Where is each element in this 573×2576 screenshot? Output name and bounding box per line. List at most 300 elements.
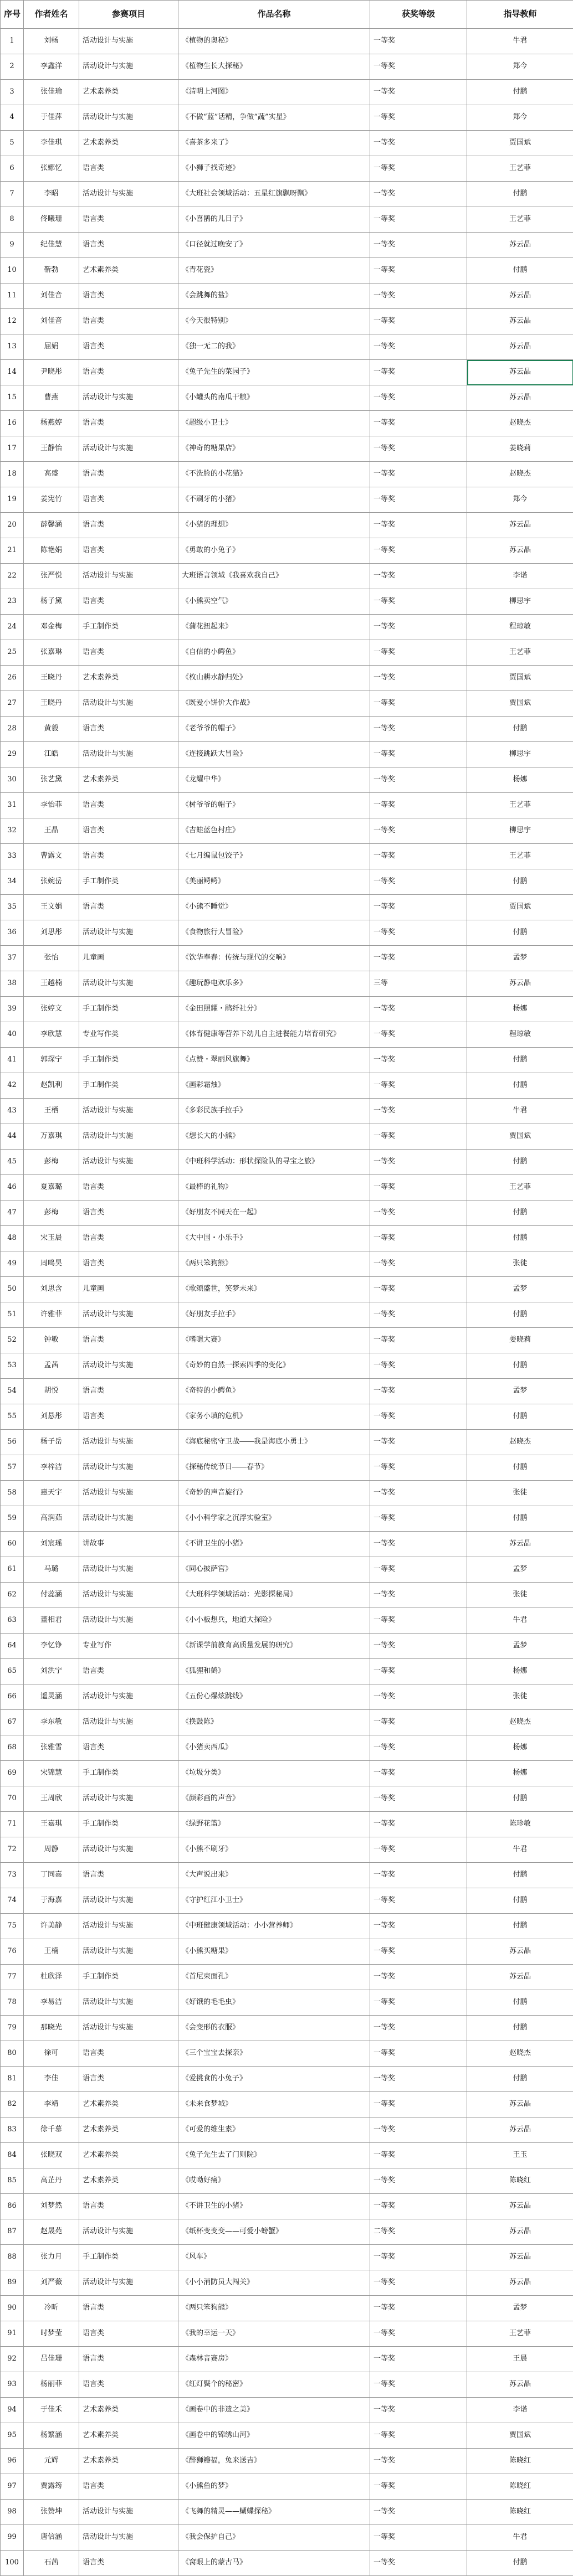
cell-instructor[interactable]: 张徒: [467, 1481, 573, 1506]
cell-award-level[interactable]: 一等奖: [370, 1430, 467, 1455]
cell-work-title[interactable]: 《会跳舞的盐》: [178, 284, 370, 309]
cell-category[interactable]: 手工制作类: [79, 1812, 178, 1837]
cell-work-title[interactable]: 《趣玩静电欢乐多》: [178, 971, 370, 997]
cell-category[interactable]: 语言类: [79, 334, 178, 360]
cell-serial[interactable]: 94: [1, 2398, 24, 2423]
cell-work-title[interactable]: 《小猪卖西瓜》: [178, 1735, 370, 1761]
cell-category[interactable]: 手工制作类: [79, 1761, 178, 1786]
cell-author[interactable]: 许美静: [24, 1914, 79, 1939]
cell-instructor[interactable]: 牛君: [467, 29, 573, 54]
cell-instructor[interactable]: 贾国斌: [467, 2423, 573, 2449]
cell-category[interactable]: 活动设计与实施: [79, 1506, 178, 1532]
cell-author[interactable]: 杨丽菲: [24, 2372, 79, 2398]
cell-author[interactable]: 张严悦: [24, 564, 79, 589]
cell-instructor[interactable]: 姜晓莉: [467, 1328, 573, 1353]
cell-author[interactable]: 时梦莹: [24, 2321, 79, 2347]
cell-instructor[interactable]: 苏云晶: [467, 284, 573, 309]
cell-author[interactable]: 邓金梅: [24, 615, 79, 640]
cell-category[interactable]: 语言类: [79, 2067, 178, 2092]
cell-serial[interactable]: 29: [1, 742, 24, 767]
cell-work-title[interactable]: 《不洗脸的小花猫》: [178, 462, 370, 487]
cell-instructor[interactable]: 苏云晶: [467, 2245, 573, 2270]
cell-serial[interactable]: 37: [1, 946, 24, 971]
cell-author[interactable]: 高盛: [24, 462, 79, 487]
cell-serial[interactable]: 59: [1, 1506, 24, 1532]
cell-category[interactable]: 语言类: [79, 1404, 178, 1430]
cell-instructor[interactable]: 王艺菲: [467, 1175, 573, 1201]
cell-instructor[interactable]: 王玉: [467, 2143, 573, 2168]
cell-instructor[interactable]: 李诺: [467, 2398, 573, 2423]
cell-category[interactable]: 语言类: [79, 640, 178, 666]
cell-work-title[interactable]: 《大班科学领域活动：光影探秘局》: [178, 1583, 370, 1608]
cell-award-level[interactable]: 一等奖: [370, 1150, 467, 1175]
cell-instructor[interactable]: 苏云晶: [467, 2092, 573, 2118]
cell-author[interactable]: 宋锦慧: [24, 1761, 79, 1786]
cell-serial[interactable]: 74: [1, 1888, 24, 1914]
cell-author[interactable]: 高芷丹: [24, 2168, 79, 2194]
cell-award-level[interactable]: 三等: [370, 971, 467, 997]
cell-category[interactable]: 活动设计与实施: [79, 1837, 178, 1863]
cell-instructor[interactable]: 付鹏: [467, 1506, 573, 1532]
cell-category[interactable]: 手工制作类: [79, 997, 178, 1022]
cell-work-title[interactable]: 《大班社会领域活动：五星红旗飘呀飘》: [178, 182, 370, 207]
cell-instructor[interactable]: 孟梦: [467, 1277, 573, 1302]
cell-author[interactable]: 张婷文: [24, 997, 79, 1022]
cell-author[interactable]: 靳勃: [24, 258, 79, 284]
cell-work-title[interactable]: 《不刷牙的小猪》: [178, 487, 370, 513]
cell-serial[interactable]: 56: [1, 1430, 24, 1455]
cell-work-title[interactable]: 《喜茶多来了》: [178, 131, 370, 156]
cell-work-title[interactable]: 《首尼束面孔》: [178, 1965, 370, 1990]
cell-serial[interactable]: 5: [1, 131, 24, 156]
header-author[interactable]: 作者姓名: [24, 1, 79, 29]
cell-work-title[interactable]: 《小熊不睡觉》: [178, 895, 370, 920]
cell-category[interactable]: 艺术素养类: [79, 80, 178, 105]
cell-award-level[interactable]: 一等奖: [370, 2474, 467, 2500]
cell-award-level[interactable]: 一等奖: [370, 615, 467, 640]
cell-serial[interactable]: 2: [1, 54, 24, 80]
cell-award-level[interactable]: 一等奖: [370, 640, 467, 666]
cell-instructor[interactable]: 孟梦: [467, 946, 573, 971]
cell-author[interactable]: 王晓丹: [24, 666, 79, 691]
cell-instructor[interactable]: 王艺菲: [467, 156, 573, 182]
cell-author[interactable]: 尹晓彤: [24, 360, 79, 385]
cell-category[interactable]: 活动设计与实施: [79, 1481, 178, 1506]
cell-instructor[interactable]: 付鹏: [467, 1073, 573, 1099]
cell-award-level[interactable]: 一等奖: [370, 258, 467, 284]
cell-category[interactable]: 语言类: [79, 2551, 178, 2576]
cell-award-level[interactable]: 一等奖: [370, 869, 467, 895]
cell-award-level[interactable]: 一等奖: [370, 1583, 467, 1608]
cell-award-level[interactable]: 一等奖: [370, 436, 467, 462]
cell-serial[interactable]: 54: [1, 1379, 24, 1404]
cell-instructor[interactable]: 牛君: [467, 1099, 573, 1124]
cell-serial[interactable]: 13: [1, 334, 24, 360]
cell-category[interactable]: 活动设计与实施: [79, 1430, 178, 1455]
cell-work-title[interactable]: 《好朋友手拉手》: [178, 1302, 370, 1328]
cell-award-level[interactable]: 一等奖: [370, 1557, 467, 1583]
cell-category[interactable]: 语言类: [79, 1175, 178, 1201]
cell-work-title[interactable]: 《植物生长大探秘》: [178, 54, 370, 80]
cell-instructor[interactable]: 贾国斌: [467, 1124, 573, 1150]
cell-category[interactable]: 语言类: [79, 1251, 178, 1277]
cell-work-title[interactable]: 《两只笨狗熊》: [178, 2296, 370, 2321]
cell-serial[interactable]: 16: [1, 411, 24, 436]
cell-category[interactable]: 语言类: [79, 895, 178, 920]
cell-category[interactable]: 活动设计与实施: [79, 1888, 178, 1914]
cell-author[interactable]: 李鑫洋: [24, 54, 79, 80]
cell-award-level[interactable]: 一等奖: [370, 2551, 467, 2576]
cell-work-title[interactable]: 《神奇的糖果店》: [178, 436, 370, 462]
cell-work-title[interactable]: 《小小消防员大闯关》: [178, 2270, 370, 2296]
cell-instructor[interactable]: 陈珍敏: [467, 1812, 573, 1837]
cell-category[interactable]: 活动设计与实施: [79, 1353, 178, 1379]
cell-serial[interactable]: 12: [1, 309, 24, 334]
cell-author[interactable]: 宋玉晨: [24, 1226, 79, 1251]
cell-instructor[interactable]: 苏云晶: [467, 1939, 573, 1965]
cell-author[interactable]: 王越楠: [24, 971, 79, 997]
cell-author[interactable]: 杨子岳: [24, 1430, 79, 1455]
cell-author[interactable]: 王晓丹: [24, 691, 79, 717]
cell-award-level[interactable]: 一等奖: [370, 1914, 467, 1939]
cell-serial[interactable]: 40: [1, 1022, 24, 1048]
cell-author[interactable]: 李梓洁: [24, 1455, 79, 1481]
cell-serial[interactable]: 26: [1, 666, 24, 691]
cell-serial[interactable]: 18: [1, 462, 24, 487]
cell-category[interactable]: 活动设计与实施: [79, 105, 178, 131]
cell-category[interactable]: 语言类: [79, 233, 178, 258]
cell-award-level[interactable]: 一等奖: [370, 131, 467, 156]
cell-award-level[interactable]: 一等奖: [370, 2500, 467, 2525]
cell-instructor[interactable]: 苏云晶: [467, 2219, 573, 2245]
cell-category[interactable]: 活动设计与实施: [79, 1557, 178, 1583]
cell-award-level[interactable]: 一等奖: [370, 1990, 467, 2016]
cell-award-level[interactable]: 一等奖: [370, 207, 467, 233]
cell-work-title[interactable]: 《森林音赛房》: [178, 2347, 370, 2372]
cell-author[interactable]: 石茜: [24, 2551, 79, 2576]
cell-author[interactable]: 高润茹: [24, 1506, 79, 1532]
cell-instructor[interactable]: 程琼敏: [467, 615, 573, 640]
cell-work-title[interactable]: 《狐狸和鹤》: [178, 1659, 370, 1684]
cell-author[interactable]: 周鸣昊: [24, 1251, 79, 1277]
cell-author[interactable]: 于佳萍: [24, 105, 79, 131]
cell-award-level[interactable]: 一等奖: [370, 538, 467, 564]
cell-category[interactable]: 艺术素养类: [79, 2423, 178, 2449]
cell-category[interactable]: 语言类: [79, 2372, 178, 2398]
cell-instructor[interactable]: 赵晓杰: [467, 1710, 573, 1735]
cell-author[interactable]: 张力月: [24, 2245, 79, 2270]
cell-author[interactable]: 马璐: [24, 1557, 79, 1583]
cell-author[interactable]: 江皓: [24, 742, 79, 767]
cell-serial[interactable]: 89: [1, 2270, 24, 2296]
cell-work-title[interactable]: 《小熊鱼的梦》: [178, 2474, 370, 2500]
cell-serial[interactable]: 62: [1, 1583, 24, 1608]
cell-award-level[interactable]: 一等奖: [370, 920, 467, 946]
cell-category[interactable]: 艺术素养类: [79, 131, 178, 156]
cell-serial[interactable]: 79: [1, 2016, 24, 2041]
cell-category[interactable]: 艺术素养类: [79, 258, 178, 284]
cell-category[interactable]: 手工制作类: [79, 1073, 178, 1099]
cell-work-title[interactable]: 《勇敢的小兔子》: [178, 538, 370, 564]
cell-award-level[interactable]: 一等奖: [370, 946, 467, 971]
cell-instructor[interactable]: 王艺菲: [467, 844, 573, 869]
cell-serial[interactable]: 8: [1, 207, 24, 233]
cell-instructor[interactable]: 杨娜: [467, 767, 573, 793]
cell-instructor[interactable]: 陈晓红: [467, 2474, 573, 2500]
cell-instructor[interactable]: 苏云晶: [467, 334, 573, 360]
cell-instructor[interactable]: 赵晓杰: [467, 462, 573, 487]
cell-work-title[interactable]: 《爱挑食的小兔子》: [178, 2067, 370, 2092]
cell-serial[interactable]: 1: [1, 29, 24, 54]
cell-category[interactable]: 语言类: [79, 411, 178, 436]
cell-work-title[interactable]: 《飞舞的精灵——蝴蝶探秘》: [178, 2500, 370, 2525]
cell-author[interactable]: 杨繁涵: [24, 2423, 79, 2449]
cell-category[interactable]: 语言类: [79, 589, 178, 615]
cell-category[interactable]: 活动设计与实施: [79, 1684, 178, 1710]
cell-category[interactable]: 语言类: [79, 309, 178, 334]
cell-author[interactable]: 王晶: [24, 818, 79, 844]
cell-award-level[interactable]: 一等奖: [370, 1379, 467, 1404]
cell-work-title[interactable]: 《连接跳跃大冒险》: [178, 742, 370, 767]
cell-author[interactable]: 刘严薇: [24, 2270, 79, 2296]
cell-work-title[interactable]: 《独一无二的我》: [178, 334, 370, 360]
cell-serial[interactable]: 88: [1, 2245, 24, 2270]
cell-work-title[interactable]: 《画卷中的非遗之美》: [178, 2398, 370, 2423]
cell-serial[interactable]: 83: [1, 2118, 24, 2143]
cell-instructor[interactable]: 杨娜: [467, 1659, 573, 1684]
cell-award-level[interactable]: 一等奖: [370, 895, 467, 920]
cell-work-title[interactable]: 《奇特的小鳄鱼》: [178, 1379, 370, 1404]
cell-category[interactable]: 语言类: [79, 1379, 178, 1404]
cell-serial[interactable]: 67: [1, 1710, 24, 1735]
cell-author[interactable]: 许雅菲: [24, 1302, 79, 1328]
cell-award-level[interactable]: 一等奖: [370, 1837, 467, 1863]
cell-work-title[interactable]: 《会变形的衣服》: [178, 2016, 370, 2041]
cell-author[interactable]: 曹燕: [24, 385, 79, 411]
cell-award-level[interactable]: 一等奖: [370, 2321, 467, 2347]
cell-work-title[interactable]: 《大中国・小乐手》: [178, 1226, 370, 1251]
cell-award-level[interactable]: 一等奖: [370, 2398, 467, 2423]
cell-work-title[interactable]: 《我的幸运一天》: [178, 2321, 370, 2347]
cell-instructor[interactable]: 郑今: [467, 54, 573, 80]
cell-work-title[interactable]: 《可爱的维生素》: [178, 2118, 370, 2143]
cell-instructor[interactable]: 王艺菲: [467, 793, 573, 818]
cell-work-title[interactable]: 《小猪的理想》: [178, 513, 370, 538]
cell-serial[interactable]: 91: [1, 2321, 24, 2347]
cell-work-title[interactable]: 《青花瓷》: [178, 258, 370, 284]
cell-author[interactable]: 李昭: [24, 182, 79, 207]
cell-serial[interactable]: 32: [1, 818, 24, 844]
cell-work-title[interactable]: 《窝眼上的蒙古马》: [178, 2551, 370, 2576]
cell-category[interactable]: 活动设计与实施: [79, 29, 178, 54]
cell-serial[interactable]: 78: [1, 1990, 24, 2016]
cell-work-title[interactable]: 《想长大的小熊》: [178, 1124, 370, 1150]
cell-work-title[interactable]: 《小小科学家之沉浮实验室》: [178, 1506, 370, 1532]
cell-author[interactable]: 惠天宇: [24, 1481, 79, 1506]
cell-award-level[interactable]: 一等奖: [370, 1735, 467, 1761]
cell-author[interactable]: 王周欣: [24, 1786, 79, 1812]
cell-author[interactable]: 钟敏: [24, 1328, 79, 1353]
cell-category[interactable]: 活动设计与实施: [79, 564, 178, 589]
cell-author[interactable]: 杨子黛: [24, 589, 79, 615]
cell-serial[interactable]: 6: [1, 156, 24, 182]
header-award-level[interactable]: 获奖等级: [370, 1, 467, 29]
cell-work-title[interactable]: 《小喜鹊的儿日子》: [178, 207, 370, 233]
cell-work-title[interactable]: 《画卷中的锦绣山河》: [178, 2423, 370, 2449]
cell-author[interactable]: 刘畅: [24, 29, 79, 54]
cell-category[interactable]: 活动设计与实施: [79, 2525, 178, 2551]
cell-serial[interactable]: 52: [1, 1328, 24, 1353]
cell-author[interactable]: 刘佳音: [24, 284, 79, 309]
cell-work-title[interactable]: 《垃圾分类》: [178, 1761, 370, 1786]
cell-serial[interactable]: 55: [1, 1404, 24, 1430]
cell-instructor[interactable]: 牛君: [467, 1608, 573, 1634]
cell-category[interactable]: 活动设计与实施: [79, 1150, 178, 1175]
cell-award-level[interactable]: 一等奖: [370, 717, 467, 742]
cell-serial[interactable]: 100: [1, 2551, 24, 2576]
cell-author[interactable]: 赵晟苑: [24, 2219, 79, 2245]
cell-author[interactable]: 彭梅: [24, 1150, 79, 1175]
cell-award-level[interactable]: 一等奖: [370, 844, 467, 869]
cell-category[interactable]: 艺术素养类: [79, 2092, 178, 2118]
cell-serial[interactable]: 44: [1, 1124, 24, 1150]
cell-serial[interactable]: 85: [1, 2168, 24, 2194]
cell-serial[interactable]: 9: [1, 233, 24, 258]
cell-award-level[interactable]: 一等奖: [370, 1506, 467, 1532]
cell-author[interactable]: 徐千慕: [24, 2118, 79, 2143]
cell-instructor[interactable]: 付鹏: [467, 2067, 573, 2092]
cell-serial[interactable]: 48: [1, 1226, 24, 1251]
cell-work-title[interactable]: 《兔子先生去了门则院》: [178, 2143, 370, 2168]
cell-serial[interactable]: 31: [1, 793, 24, 818]
cell-serial[interactable]: 81: [1, 2067, 24, 2092]
cell-author[interactable]: 纪佳慧: [24, 233, 79, 258]
cell-award-level[interactable]: 一等奖: [370, 105, 467, 131]
cell-category[interactable]: 语言类: [79, 2321, 178, 2347]
cell-award-level[interactable]: 一等奖: [370, 2525, 467, 2551]
cell-instructor[interactable]: 牛君: [467, 1837, 573, 1863]
cell-serial[interactable]: 46: [1, 1175, 24, 1201]
cell-category[interactable]: 手工制作类: [79, 1965, 178, 1990]
cell-category[interactable]: 讲故事: [79, 1532, 178, 1557]
cell-serial[interactable]: 14: [1, 360, 24, 385]
cell-award-level[interactable]: 一等奖: [370, 767, 467, 793]
cell-work-title[interactable]: 《好饿的毛毛虫》: [178, 1990, 370, 2016]
cell-work-title[interactable]: 《我会保护自己》: [178, 2525, 370, 2551]
cell-category[interactable]: 语言类: [79, 360, 178, 385]
cell-award-level[interactable]: 一等奖: [370, 2245, 467, 2270]
cell-instructor[interactable]: 贾国斌: [467, 131, 573, 156]
cell-award-level[interactable]: 二等奖: [370, 2219, 467, 2245]
cell-serial[interactable]: 10: [1, 258, 24, 284]
header-instructor[interactable]: 指导教师: [467, 1, 573, 29]
cell-work-title[interactable]: 《小狮子找奇迹》: [178, 156, 370, 182]
cell-award-level[interactable]: 一等奖: [370, 2016, 467, 2041]
cell-serial[interactable]: 82: [1, 2092, 24, 2118]
cell-author[interactable]: 刘洪宁: [24, 1659, 79, 1684]
cell-instructor[interactable]: 陈晓红: [467, 2449, 573, 2474]
cell-work-title[interactable]: 《金田照耀・鹃纤社分》: [178, 997, 370, 1022]
cell-serial[interactable]: 97: [1, 2474, 24, 2500]
cell-author[interactable]: 元辉: [24, 2449, 79, 2474]
cell-author[interactable]: 彭梅: [24, 1201, 79, 1226]
cell-work-title[interactable]: 《好朋友不同天在一起》: [178, 1201, 370, 1226]
cell-work-title[interactable]: 《奇妙的自然一探索四季的变化》: [178, 1353, 370, 1379]
cell-category[interactable]: 语言类: [79, 207, 178, 233]
cell-instructor[interactable]: 郑今: [467, 105, 573, 131]
cell-serial[interactable]: 96: [1, 2449, 24, 2474]
cell-instructor[interactable]: 杨娜: [467, 997, 573, 1022]
cell-award-level[interactable]: 一等奖: [370, 1404, 467, 1430]
cell-work-title[interactable]: 《五份心爆炫跳线》: [178, 1684, 370, 1710]
cell-serial[interactable]: 25: [1, 640, 24, 666]
cell-category[interactable]: 语言类: [79, 793, 178, 818]
cell-serial[interactable]: 99: [1, 2525, 24, 2551]
cell-serial[interactable]: 49: [1, 1251, 24, 1277]
cell-award-level[interactable]: 一等奖: [370, 385, 467, 411]
cell-work-title[interactable]: 《嗜嗯大赛》: [178, 1328, 370, 1353]
cell-category[interactable]: 手工制作类: [79, 869, 178, 895]
cell-instructor[interactable]: 付鹏: [467, 1455, 573, 1481]
cell-award-level[interactable]: 一等奖: [370, 462, 467, 487]
cell-category[interactable]: 语言类: [79, 844, 178, 869]
cell-work-title[interactable]: 《换鼓陈》: [178, 1710, 370, 1735]
cell-work-title[interactable]: 《哎呦好痛》: [178, 2168, 370, 2194]
cell-work-title[interactable]: 《树爷爷的帽子》: [178, 793, 370, 818]
cell-author[interactable]: 夏嘉璐: [24, 1175, 79, 1201]
cell-author[interactable]: 丁同嘉: [24, 1863, 79, 1888]
cell-category[interactable]: 活动设计与实施: [79, 385, 178, 411]
cell-category[interactable]: 语言类: [79, 1735, 178, 1761]
cell-instructor[interactable]: 付鹏: [467, 258, 573, 284]
cell-work-title[interactable]: 《歌颂盛世，笑梦未来》: [178, 1277, 370, 1302]
cell-work-title[interactable]: 《体育健康等营养下幼儿自主进餐能力培育研究》: [178, 1022, 370, 1048]
cell-award-level[interactable]: 一等奖: [370, 233, 467, 258]
cell-category[interactable]: 儿童画: [79, 946, 178, 971]
cell-instructor[interactable]: 付鹏: [467, 1863, 573, 1888]
cell-author[interactable]: 刘宸瑶: [24, 1532, 79, 1557]
cell-award-level[interactable]: 一等奖: [370, 487, 467, 513]
cell-author[interactable]: 佟曦珊: [24, 207, 79, 233]
cell-instructor[interactable]: 王艺菲: [467, 640, 573, 666]
cell-award-level[interactable]: 一等奖: [370, 1965, 467, 1990]
cell-work-title[interactable]: 《小罐头的南瓜干粮》: [178, 385, 370, 411]
cell-work-title[interactable]: 《口径就过晚安了》: [178, 233, 370, 258]
cell-instructor[interactable]: 陈晓红: [467, 2500, 573, 2525]
cell-category[interactable]: 语言类: [79, 2041, 178, 2067]
cell-category[interactable]: 语言类: [79, 1226, 178, 1251]
cell-category[interactable]: 语言类: [79, 818, 178, 844]
cell-serial[interactable]: 27: [1, 691, 24, 717]
cell-instructor[interactable]: 付鹏: [467, 717, 573, 742]
cell-author[interactable]: 于海嘉: [24, 1888, 79, 1914]
cell-instructor[interactable]: 王艺菲: [467, 2321, 573, 2347]
cell-award-level[interactable]: 一等奖: [370, 1277, 467, 1302]
cell-instructor[interactable]: 苏云晶: [467, 2372, 573, 2398]
cell-instructor[interactable]: 杨娜: [467, 1761, 573, 1786]
cell-work-title[interactable]: 《不做“蓝”话精，争做“蔬”实星》: [178, 105, 370, 131]
cell-award-level[interactable]: 一等奖: [370, 589, 467, 615]
cell-serial[interactable]: 92: [1, 2347, 24, 2372]
cell-instructor[interactable]: 张徒: [467, 1583, 573, 1608]
cell-serial[interactable]: 19: [1, 487, 24, 513]
cell-category[interactable]: 活动设计与实施: [79, 1710, 178, 1735]
cell-work-title[interactable]: 《龙耀中华》: [178, 767, 370, 793]
cell-award-level[interactable]: 一等奖: [370, 564, 467, 589]
cell-category[interactable]: 语言类: [79, 2474, 178, 2500]
cell-author[interactable]: 王楠: [24, 1939, 79, 1965]
cell-award-level[interactable]: 一等奖: [370, 1201, 467, 1226]
